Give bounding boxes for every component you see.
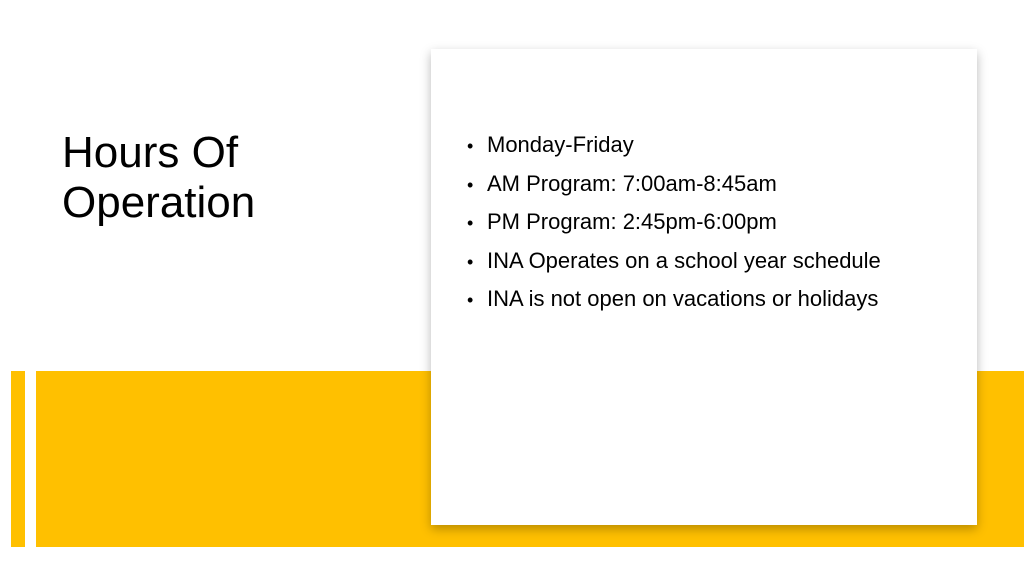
list-item-text: INA Operates on a school year schedule xyxy=(487,247,881,273)
list-item-text: AM Program: 7:00am-8:45am xyxy=(487,170,777,196)
bullet-list xyxy=(467,132,881,325)
list-item-text: PM Program: 2:45pm-6:00pm xyxy=(487,209,777,234)
bullet-icon: • xyxy=(467,136,474,156)
bullet-icon: • xyxy=(467,290,474,310)
list-item xyxy=(467,209,881,248)
list-item-text: Monday-Friday xyxy=(487,132,634,157)
list-item xyxy=(467,171,881,210)
list-item xyxy=(467,132,881,171)
bullet-icon: • xyxy=(467,174,474,195)
content-card xyxy=(431,49,977,525)
slide-title-line2: Operation xyxy=(62,178,256,227)
accent-bar-thin xyxy=(11,371,25,547)
slide-title-line1: Hours Of xyxy=(62,128,239,177)
list-item xyxy=(467,248,881,287)
list-item xyxy=(467,286,881,325)
list-item-text: INA is not open on vacations or holidays xyxy=(487,286,879,311)
bullet-icon: • xyxy=(467,251,474,272)
bullet-icon: • xyxy=(467,213,474,233)
slide-title xyxy=(62,128,382,228)
